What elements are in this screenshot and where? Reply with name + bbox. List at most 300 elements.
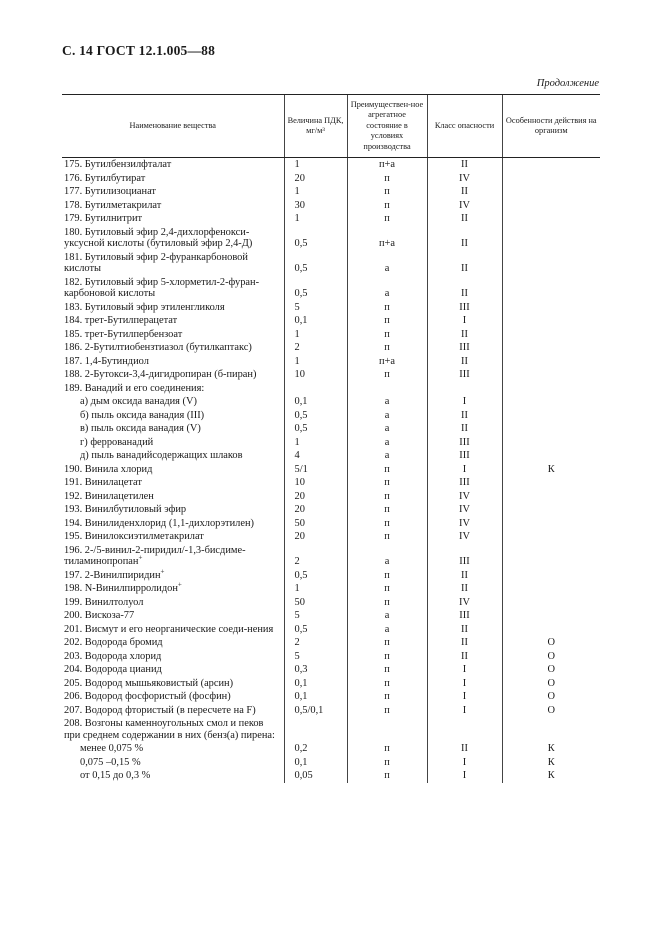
effect-cell: [502, 409, 600, 423]
hazard-class-cell: II: [427, 355, 502, 369]
pdk-value-cell: 0,5/0,1: [284, 704, 347, 718]
substance-name: 208. Возгоны каменноугольных смол и пеков при среднем содержании в них (бенз(а) пирена:: [64, 718, 275, 741]
substance-name-cell: [62, 251, 284, 276]
hazard-class-cell: I: [427, 690, 502, 704]
substance-name: в) пыль оксида ванадия (V): [80, 423, 201, 434]
effect-cell: [502, 422, 600, 436]
state-cell: п: [347, 756, 427, 770]
substance-name: 182. Бутиловый эфир 5-хлорметил-2-фуран-карбоновой кислоты: [64, 276, 260, 299]
state-cell: п: [347, 172, 427, 186]
state-cell: п: [347, 314, 427, 328]
hazard-class-cell: II: [427, 623, 502, 637]
table-row: [62, 409, 600, 423]
table-row: [62, 650, 600, 664]
effect-cell: О: [502, 636, 600, 650]
effect-cell: [502, 596, 600, 610]
substance-name-cell: [62, 172, 284, 186]
state-cell: п: [347, 185, 427, 199]
substance-name: 183. Бутиловый эфир этиленгликоля: [64, 301, 225, 313]
substance-name: менее 0,075 %: [80, 743, 144, 754]
table-row: [62, 226, 600, 251]
state-cell: а: [347, 449, 427, 463]
state-cell: п: [347, 690, 427, 704]
substance-name-cell: [62, 341, 284, 355]
hazard-class-cell: IV: [427, 172, 502, 186]
state-cell: а: [347, 422, 427, 436]
substance-name-cell: [62, 650, 284, 664]
substance-name: 176. Бутилбутират: [64, 172, 146, 184]
hazard-class-cell: IV: [427, 199, 502, 213]
hazard-class-cell: [427, 382, 502, 396]
state-cell: а: [347, 276, 427, 301]
substance-name: 192. Винилацетилен: [64, 490, 154, 502]
substance-name: 175. Бутилбензилфталат: [64, 159, 172, 170]
table-row: [62, 301, 600, 315]
substance-name-cell: [62, 199, 284, 213]
table-row: [62, 449, 600, 463]
substance-name: 207. Водород фтористый (в пересчете на F): [64, 704, 256, 716]
pdk-value-cell: 20: [284, 490, 347, 504]
substance-name-cell: [62, 704, 284, 718]
state-cell: а: [347, 544, 427, 569]
substance-name-cell: [62, 449, 284, 463]
pdk-value-cell: 1: [284, 328, 347, 342]
substance-name-cell: [62, 609, 284, 623]
table-row: [62, 395, 600, 409]
state-cell: а: [347, 251, 427, 276]
pdk-value-cell: 0,1: [284, 756, 347, 770]
hazard-class-cell: IV: [427, 596, 502, 610]
table-row: [62, 476, 600, 490]
substance-name-cell: [62, 212, 284, 226]
substance-name: от 0,15 до 0,3 %: [80, 770, 151, 781]
header-pdk: Величина ПДК, мг/м³: [284, 95, 347, 158]
substance-name: 186. 2-Бутилтиобензтиазол (бутилкаптакс): [64, 342, 252, 353]
table-row: [62, 355, 600, 369]
substance-name: 188. 2-Бутокси-3,4-дигидропиран (б-пиран): [64, 369, 257, 380]
effect-cell: О: [502, 704, 600, 718]
substance-name-cell: [62, 530, 284, 544]
effect-cell: К: [502, 742, 600, 756]
hazard-class-cell: II: [427, 636, 502, 650]
hazard-class-cell: I: [427, 314, 502, 328]
effect-cell: [502, 436, 600, 450]
table-row: [62, 382, 600, 396]
effect-cell: [502, 185, 600, 199]
state-cell: п: [347, 663, 427, 677]
substance-name-cell: [62, 596, 284, 610]
substance-name-cell: [62, 422, 284, 436]
state-cell: а: [347, 609, 427, 623]
substance-name: 204. Водорода цианид: [64, 664, 162, 675]
pdk-value-cell: 2: [284, 341, 347, 355]
hazard-class-cell: I: [427, 463, 502, 477]
effect-cell: [502, 368, 600, 382]
substance-name: 187. 1,4-Бутиндиол: [64, 355, 149, 367]
state-cell: п: [347, 463, 427, 477]
header-state: Преимуществен-ное агрегатное состояние в условиях производства: [347, 95, 427, 158]
substance-name: 196. 2-/5-винил-2-пиридил/-1,3-бисдиме-тиламинопропан: [64, 544, 246, 567]
effect-cell: К: [502, 769, 600, 783]
table-row: [62, 596, 600, 610]
pdk-value-cell: 1: [284, 582, 347, 596]
pdk-value-cell: 0,5: [284, 226, 347, 251]
effect-cell: [502, 314, 600, 328]
header-class: Класс опасности: [427, 95, 502, 158]
state-cell: п: [347, 704, 427, 718]
state-cell: п: [347, 769, 427, 783]
substance-name-cell: [62, 544, 284, 569]
substance-name: 206. Водород фосфористый (фосфин): [64, 691, 231, 702]
table-row: [62, 422, 600, 436]
continuation-label: Продолжение: [536, 78, 599, 89]
substance-name-cell: [62, 663, 284, 677]
state-cell: п: [347, 530, 427, 544]
hazard-class-cell: III: [427, 436, 502, 450]
state-cell: [347, 382, 427, 396]
substance-name: г) феррованадий: [80, 436, 154, 448]
effect-cell: К: [502, 463, 600, 477]
state-cell: п: [347, 503, 427, 517]
substance-name: 194. Винилиденхлорид (1,1-дихлорэтилен): [64, 517, 254, 529]
table-row: [62, 769, 600, 783]
substance-name: 203. Водорода хлорид: [64, 650, 162, 662]
substance-name: 199. Винилтолуол: [64, 596, 144, 608]
effect-cell: [502, 582, 600, 596]
hazard-class-cell: I: [427, 769, 502, 783]
hazard-class-cell: III: [427, 368, 502, 382]
effect-cell: [502, 490, 600, 504]
table-row: [62, 636, 600, 650]
table-row: [62, 582, 600, 596]
substance-name-cell: [62, 276, 284, 301]
substance-name: 198. N-Винилпирролидон: [64, 583, 178, 594]
substance-name: а) дым оксида ванадия (V): [80, 396, 197, 407]
table-row: [62, 503, 600, 517]
effect-cell: [502, 609, 600, 623]
substance-name-cell: [62, 690, 284, 704]
state-cell: п: [347, 341, 427, 355]
table-row: [62, 251, 600, 276]
state-cell: п: [347, 569, 427, 583]
effect-cell: О: [502, 650, 600, 664]
pdk-value-cell: 2: [284, 544, 347, 569]
effect-cell: К: [502, 756, 600, 770]
pdk-value-cell: 5: [284, 301, 347, 315]
pdk-value-cell: 5/1: [284, 463, 347, 477]
state-cell: а: [347, 409, 427, 423]
substance-name-cell: [62, 717, 284, 742]
hazard-class-cell: [427, 717, 502, 742]
state-cell: а: [347, 623, 427, 637]
substance-name: 200. Вискоза-77: [64, 610, 135, 621]
substance-name: 195. Винилоксиэтилметакрилат: [64, 531, 204, 542]
pdk-value-cell: 0,5: [284, 251, 347, 276]
table-row: [62, 742, 600, 756]
pdk-value-cell: 2: [284, 636, 347, 650]
hazard-class-cell: III: [427, 544, 502, 569]
effect-cell: [502, 530, 600, 544]
hazard-class-cell: II: [427, 328, 502, 342]
hazard-class-cell: IV: [427, 490, 502, 504]
substance-name: 189. Ванадий и его соединения:: [64, 382, 205, 394]
substance-name: 181. Бутиловый эфир 2-фуранкарбоновой кислоты: [64, 251, 248, 274]
state-cell: п+а: [347, 226, 427, 251]
table-row: [62, 314, 600, 328]
pdk-value-cell: 0,5: [284, 276, 347, 301]
hazard-class-cell: I: [427, 663, 502, 677]
effect-cell: [502, 503, 600, 517]
pdk-value-cell: 0,1: [284, 314, 347, 328]
substance-name-cell: [62, 636, 284, 650]
superscript-mark: +: [160, 567, 165, 576]
state-cell: п: [347, 636, 427, 650]
hazard-class-cell: I: [427, 677, 502, 691]
superscript-mark: +: [177, 580, 182, 589]
pdk-value-cell: 0,5: [284, 422, 347, 436]
substance-name-cell: [62, 314, 284, 328]
substance-name-cell: [62, 226, 284, 251]
effect-cell: [502, 276, 600, 301]
pdk-value-cell: 10: [284, 476, 347, 490]
table-row: [62, 756, 600, 770]
substance-name-cell: [62, 503, 284, 517]
state-cell: п: [347, 490, 427, 504]
pdk-value-cell: 0,3: [284, 663, 347, 677]
substance-name-cell: [62, 355, 284, 369]
hazard-class-cell: I: [427, 704, 502, 718]
state-cell: а: [347, 395, 427, 409]
pdk-value-cell: 0,5: [284, 569, 347, 583]
table-row: [62, 199, 600, 213]
effect-cell: [502, 476, 600, 490]
substance-name: 185. трет-Бутилпербензоат: [64, 328, 183, 340]
state-cell: п: [347, 596, 427, 610]
effect-cell: [502, 395, 600, 409]
substance-name-cell: [62, 328, 284, 342]
substance-name-cell: [62, 756, 284, 770]
pdk-value-cell: [284, 717, 347, 742]
effect-cell: [502, 449, 600, 463]
state-cell: п: [347, 517, 427, 531]
pdk-value-cell: 10: [284, 368, 347, 382]
table-row: [62, 663, 600, 677]
table-row: [62, 690, 600, 704]
substance-name: 190. Винила хлорид: [64, 463, 153, 475]
pdk-value-cell: 1: [284, 436, 347, 450]
hazard-class-cell: II: [427, 582, 502, 596]
hazard-class-cell: II: [427, 158, 502, 172]
effect-cell: [502, 212, 600, 226]
hazard-class-cell: IV: [427, 530, 502, 544]
substance-name-cell: [62, 382, 284, 396]
substance-name: 197. 2-Винилпиридин: [64, 569, 161, 581]
substance-name-cell: [62, 677, 284, 691]
pdk-value-cell: 0,05: [284, 769, 347, 783]
state-cell: п: [347, 742, 427, 756]
hazard-class-cell: IV: [427, 517, 502, 531]
table-row: [62, 623, 600, 637]
hazard-class-cell: III: [427, 476, 502, 490]
substance-name: 193. Винилбутиловый эфир: [64, 504, 187, 515]
pdk-value-cell: 50: [284, 517, 347, 531]
table-row: [62, 158, 600, 172]
substance-name-cell: [62, 158, 284, 172]
substance-name-cell: [62, 517, 284, 531]
table-row: [62, 185, 600, 199]
substance-name: 178. Бутилметакрилат: [64, 199, 162, 211]
table-row: [62, 530, 600, 544]
substance-name: 177. Бутилизоцианат: [64, 186, 156, 197]
table-row: [62, 677, 600, 691]
effect-cell: [502, 301, 600, 315]
superscript-mark: +: [138, 553, 143, 562]
hazard-class-cell: II: [427, 742, 502, 756]
table-row: [62, 341, 600, 355]
header-effect: Особенности действия на организм: [502, 95, 600, 158]
table-row: [62, 276, 600, 301]
effect-cell: [502, 569, 600, 583]
effect-cell: [502, 382, 600, 396]
hazard-class-cell: II: [427, 409, 502, 423]
state-cell: [347, 717, 427, 742]
hazard-class-cell: II: [427, 251, 502, 276]
state-cell: п: [347, 650, 427, 664]
state-cell: п: [347, 199, 427, 213]
substance-name: 202. Водорода бромид: [64, 637, 163, 648]
substance-name: 201. Висмут и его неорганические соеди-нения: [64, 623, 274, 635]
substance-name-cell: [62, 769, 284, 783]
substance-name-cell: [62, 623, 284, 637]
pdk-value-cell: 1: [284, 355, 347, 369]
pdk-value-cell: 0,5: [284, 623, 347, 637]
table-row: [62, 544, 600, 569]
pdk-value-cell: 0,2: [284, 742, 347, 756]
pdk-value-cell: 0,1: [284, 395, 347, 409]
pdk-value-cell: 0,1: [284, 690, 347, 704]
table-row: [62, 704, 600, 718]
state-cell: п: [347, 328, 427, 342]
state-cell: а: [347, 436, 427, 450]
substance-name-cell: [62, 436, 284, 450]
state-cell: п: [347, 677, 427, 691]
effect-cell: [502, 341, 600, 355]
table-row: [62, 328, 600, 342]
effect-cell: О: [502, 663, 600, 677]
substance-name-cell: [62, 409, 284, 423]
effect-cell: О: [502, 690, 600, 704]
state-cell: п+а: [347, 355, 427, 369]
pdk-value-cell: 5: [284, 609, 347, 623]
effect-cell: [502, 623, 600, 637]
substance-name: 184. трет-Бутилперацетат: [64, 315, 178, 326]
pdk-value-cell: 5: [284, 650, 347, 664]
effect-cell: [502, 328, 600, 342]
substance-name-cell: [62, 368, 284, 382]
hazard-class-cell: II: [427, 212, 502, 226]
pdk-value-cell: 20: [284, 530, 347, 544]
pdk-value-cell: 0,5: [284, 409, 347, 423]
substance-name-cell: [62, 582, 284, 596]
pdk-value-cell: 4: [284, 449, 347, 463]
hazard-class-cell: II: [427, 226, 502, 251]
substance-name: д) пыль ванадийсодержащих шлаков: [80, 450, 243, 461]
table-row: [62, 212, 600, 226]
substance-name-cell: [62, 476, 284, 490]
pdk-value-cell: 20: [284, 172, 347, 186]
state-cell: п: [347, 476, 427, 490]
effect-cell: О: [502, 677, 600, 691]
hazard-class-cell: I: [427, 395, 502, 409]
table-row: [62, 490, 600, 504]
hazard-class-cell: III: [427, 449, 502, 463]
effect-cell: [502, 544, 600, 569]
substances-table: [62, 94, 600, 783]
header-name: Наименование вещества: [62, 95, 284, 158]
substance-name: 191. Винилацетат: [64, 477, 142, 488]
substance-name: 179. Бутилнитрит: [64, 213, 143, 224]
effect-cell: [502, 355, 600, 369]
table-row: [62, 569, 600, 583]
hazard-class-cell: III: [427, 609, 502, 623]
substance-name-cell: [62, 463, 284, 477]
substance-name-cell: [62, 185, 284, 199]
table-row: [62, 368, 600, 382]
hazard-class-cell: II: [427, 185, 502, 199]
page-header: С. 14 ГОСТ 12.1.005—88: [62, 43, 216, 58]
substance-name-cell: [62, 301, 284, 315]
substance-name-cell: [62, 395, 284, 409]
effect-cell: [502, 172, 600, 186]
hazard-class-cell: II: [427, 422, 502, 436]
hazard-class-cell: III: [427, 341, 502, 355]
table-header-row: [62, 95, 600, 158]
effect-cell: [502, 199, 600, 213]
substance-name-cell: [62, 490, 284, 504]
hazard-class-cell: II: [427, 650, 502, 664]
effect-cell: [502, 251, 600, 276]
hazard-class-cell: II: [427, 569, 502, 583]
state-cell: п+а: [347, 158, 427, 172]
pdk-value-cell: 30: [284, 199, 347, 213]
pdk-value-cell: 1: [284, 158, 347, 172]
table-row: [62, 717, 600, 742]
effect-cell: [502, 158, 600, 172]
pdk-value-cell: 50: [284, 596, 347, 610]
effect-cell: [502, 226, 600, 251]
table-row: [62, 172, 600, 186]
effect-cell: [502, 517, 600, 531]
hazard-class-cell: I: [427, 756, 502, 770]
state-cell: п: [347, 301, 427, 315]
substance-name-cell: [62, 742, 284, 756]
state-cell: п: [347, 212, 427, 226]
substance-name: 205. Водород мышьяковистый (арсин): [64, 677, 234, 689]
state-cell: п: [347, 582, 427, 596]
substance-name: 180. Бутиловый эфир 2,4-дихлорфенокси-уксусной кислоты (бутиловый эфир 2,4-Д): [64, 226, 253, 249]
state-cell: п: [347, 368, 427, 382]
effect-cell: [502, 717, 600, 742]
table-row: [62, 517, 600, 531]
hazard-class-cell: II: [427, 276, 502, 301]
table-row: [62, 609, 600, 623]
substance-name: 0,075 –0,15 %: [80, 756, 141, 768]
pdk-value-cell: 1: [284, 212, 347, 226]
hazard-class-cell: III: [427, 301, 502, 315]
pdk-value-cell: 1: [284, 185, 347, 199]
substance-name-cell: [62, 569, 284, 583]
table-row: [62, 436, 600, 450]
